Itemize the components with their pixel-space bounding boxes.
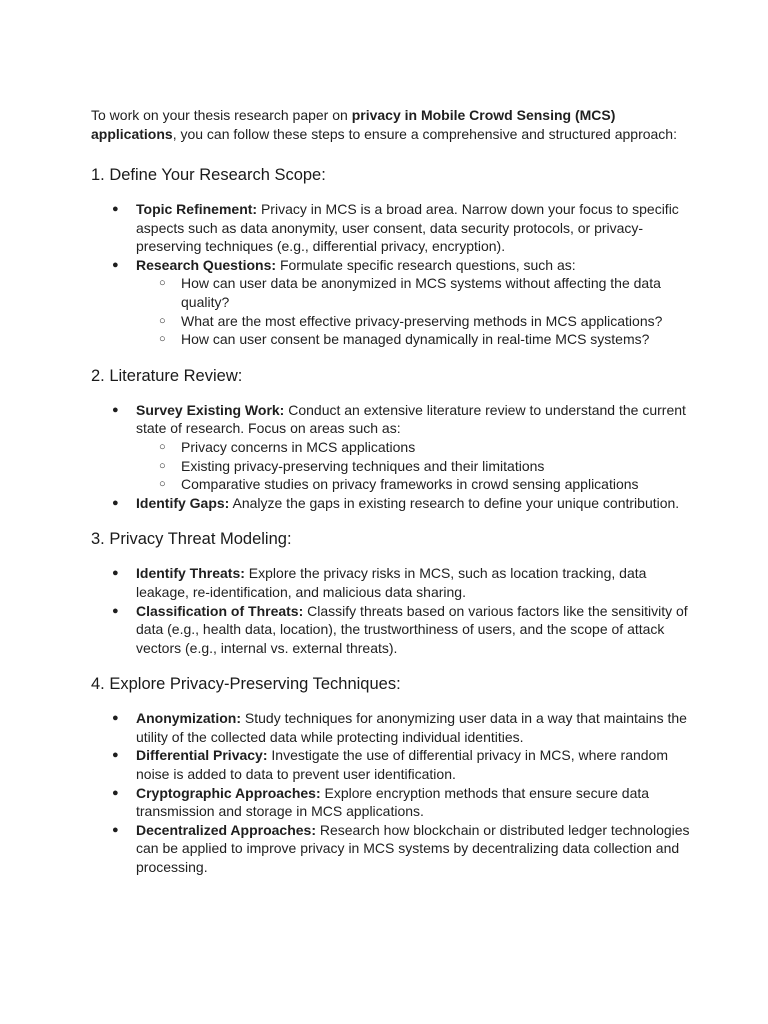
sub-list-item bbox=[159, 475, 691, 494]
hollow-bullet-icon: ○ bbox=[159, 314, 166, 327]
document-page bbox=[91, 106, 691, 877]
item-lead: Anonymization: bbox=[136, 710, 241, 727]
list-item bbox=[112, 401, 691, 494]
list-item bbox=[112, 746, 691, 783]
bullet-icon: ● bbox=[112, 567, 119, 580]
sub-item-text: Privacy concerns in MCS applications bbox=[181, 438, 416, 455]
item-lead: Decentralized Approaches: bbox=[136, 821, 316, 838]
sub-list-item bbox=[159, 457, 691, 476]
item-lead: Topic Refinement: bbox=[136, 201, 258, 217]
bullet-list bbox=[91, 401, 691, 513]
list-item bbox=[112, 784, 691, 821]
bullet-icon: ● bbox=[112, 403, 119, 416]
item-lead: Research Questions: bbox=[136, 256, 277, 273]
hollow-bullet-icon: ○ bbox=[159, 459, 166, 472]
sub-item-text: What are the most effective privacy-preserving methods in MCS applications? bbox=[181, 312, 663, 329]
item-text: Research how blockchain or distributed ledger technologies can be applied to improve privacy in MCS systems by decentralizing data collection and processing. bbox=[136, 821, 690, 876]
sub-list-item bbox=[159, 438, 691, 457]
section-heading: 4. Explore Privacy-Preserving Techniques: bbox=[91, 675, 401, 694]
item-text: Classify threats based on various factors like the sensitivity of data (e.g., health data, location), the trustworthiness of users, and the scope of attack vectors (e.g., internal vs. external threats). bbox=[136, 602, 688, 656]
bullet-list bbox=[91, 709, 691, 876]
intro-bold-topic: privacy in Mobile Crowd Sensing (MCS) applications bbox=[91, 107, 616, 142]
list-item bbox=[112, 821, 691, 877]
hollow-bullet-icon: ○ bbox=[159, 478, 166, 491]
section-1 bbox=[91, 164, 691, 349]
bullet-icon: ● bbox=[112, 823, 119, 836]
hollow-bullet-icon: ○ bbox=[159, 440, 166, 453]
sub-list-item bbox=[159, 330, 691, 349]
item-lead: Differential Privacy: bbox=[136, 747, 268, 764]
section-2 bbox=[91, 365, 691, 513]
item-lead: Classification of Threats: bbox=[136, 602, 304, 619]
item-text: Formulate specific research questions, such as: bbox=[276, 256, 576, 273]
bullet-icon: ● bbox=[112, 712, 119, 725]
item-text: Investigate the use of differential privacy in MCS, where random noise is added to data to prevent user identification. bbox=[136, 747, 668, 783]
item-lead: Identify Gaps: bbox=[136, 494, 230, 511]
section-3 bbox=[91, 528, 691, 657]
item-lead: Cryptographic Approaches: bbox=[136, 784, 321, 801]
section-4 bbox=[91, 673, 691, 876]
bullet-list bbox=[91, 564, 691, 657]
sub-list-item bbox=[159, 274, 691, 311]
list-item bbox=[112, 256, 691, 349]
item-text: Analyze the gaps in existing research to define your unique contribution. bbox=[229, 494, 680, 511]
intro-text: To work on your thesis research paper on bbox=[91, 107, 352, 123]
bullet-icon: ● bbox=[112, 496, 119, 509]
bullet-icon: ● bbox=[112, 604, 119, 617]
list-item bbox=[112, 494, 691, 513]
section-heading: 3. Privacy Threat Modeling: bbox=[91, 530, 292, 549]
intro-text-end: , you can follow these steps to ensure a comprehensive and structured approach: bbox=[172, 126, 677, 142]
sub-list-item bbox=[159, 312, 691, 331]
intro-paragraph bbox=[91, 106, 691, 144]
sub-item-text: Existing privacy-preserving techniques and their limitations bbox=[181, 457, 545, 474]
bullet-icon: ● bbox=[112, 203, 119, 215]
bullet-icon: ● bbox=[112, 786, 119, 799]
item-text: Explore encryption methods that ensure secure data transmission and storage in MCS applications. bbox=[136, 784, 650, 820]
item-text: Conduct an extensive literature review to understand the current state of research. Focus on areas such as: bbox=[136, 401, 686, 437]
section-heading: 2. Literature Review: bbox=[91, 366, 243, 385]
item-text: Explore the privacy risks in MCS, such as location tracking, data leakage, re-identification, and malicious data sharing. bbox=[136, 565, 647, 600]
sub-item-text: How can user data be anonymized in MCS systems without affecting the data quality? bbox=[181, 275, 661, 310]
list-item bbox=[112, 200, 691, 256]
sub-list bbox=[136, 274, 691, 348]
item-lead: Survey Existing Work: bbox=[136, 401, 285, 418]
list-item bbox=[112, 564, 691, 601]
bullet-icon: ● bbox=[112, 749, 119, 762]
bullet-icon: ● bbox=[112, 258, 119, 271]
sections-container bbox=[91, 164, 691, 877]
list-item bbox=[112, 709, 691, 746]
item-text: Privacy in MCS is a broad area. Narrow down your focus to specific aspects such as data anonymity, user consent, data security protocols, or privacy-preserving techniques (e.g., differential privacy, encryption). bbox=[136, 201, 679, 255]
section-heading: 1. Define Your Research Scope: bbox=[91, 166, 326, 184]
item-lead: Identify Threats: bbox=[136, 565, 245, 582]
sub-item-text: How can user consent be managed dynamically in real-time MCS systems? bbox=[181, 331, 650, 348]
list-item bbox=[112, 602, 691, 658]
item-text: Study techniques for anonymizing user data in a way that maintains the utility of the collected data while protecting individual identities. bbox=[136, 710, 687, 745]
bullet-list bbox=[91, 200, 691, 349]
hollow-bullet-icon: ○ bbox=[159, 277, 166, 290]
hollow-bullet-icon: ○ bbox=[159, 333, 166, 346]
sub-list bbox=[136, 438, 691, 494]
sub-item-text: Comparative studies on privacy frameworks in crowd sensing applications bbox=[181, 476, 639, 493]
